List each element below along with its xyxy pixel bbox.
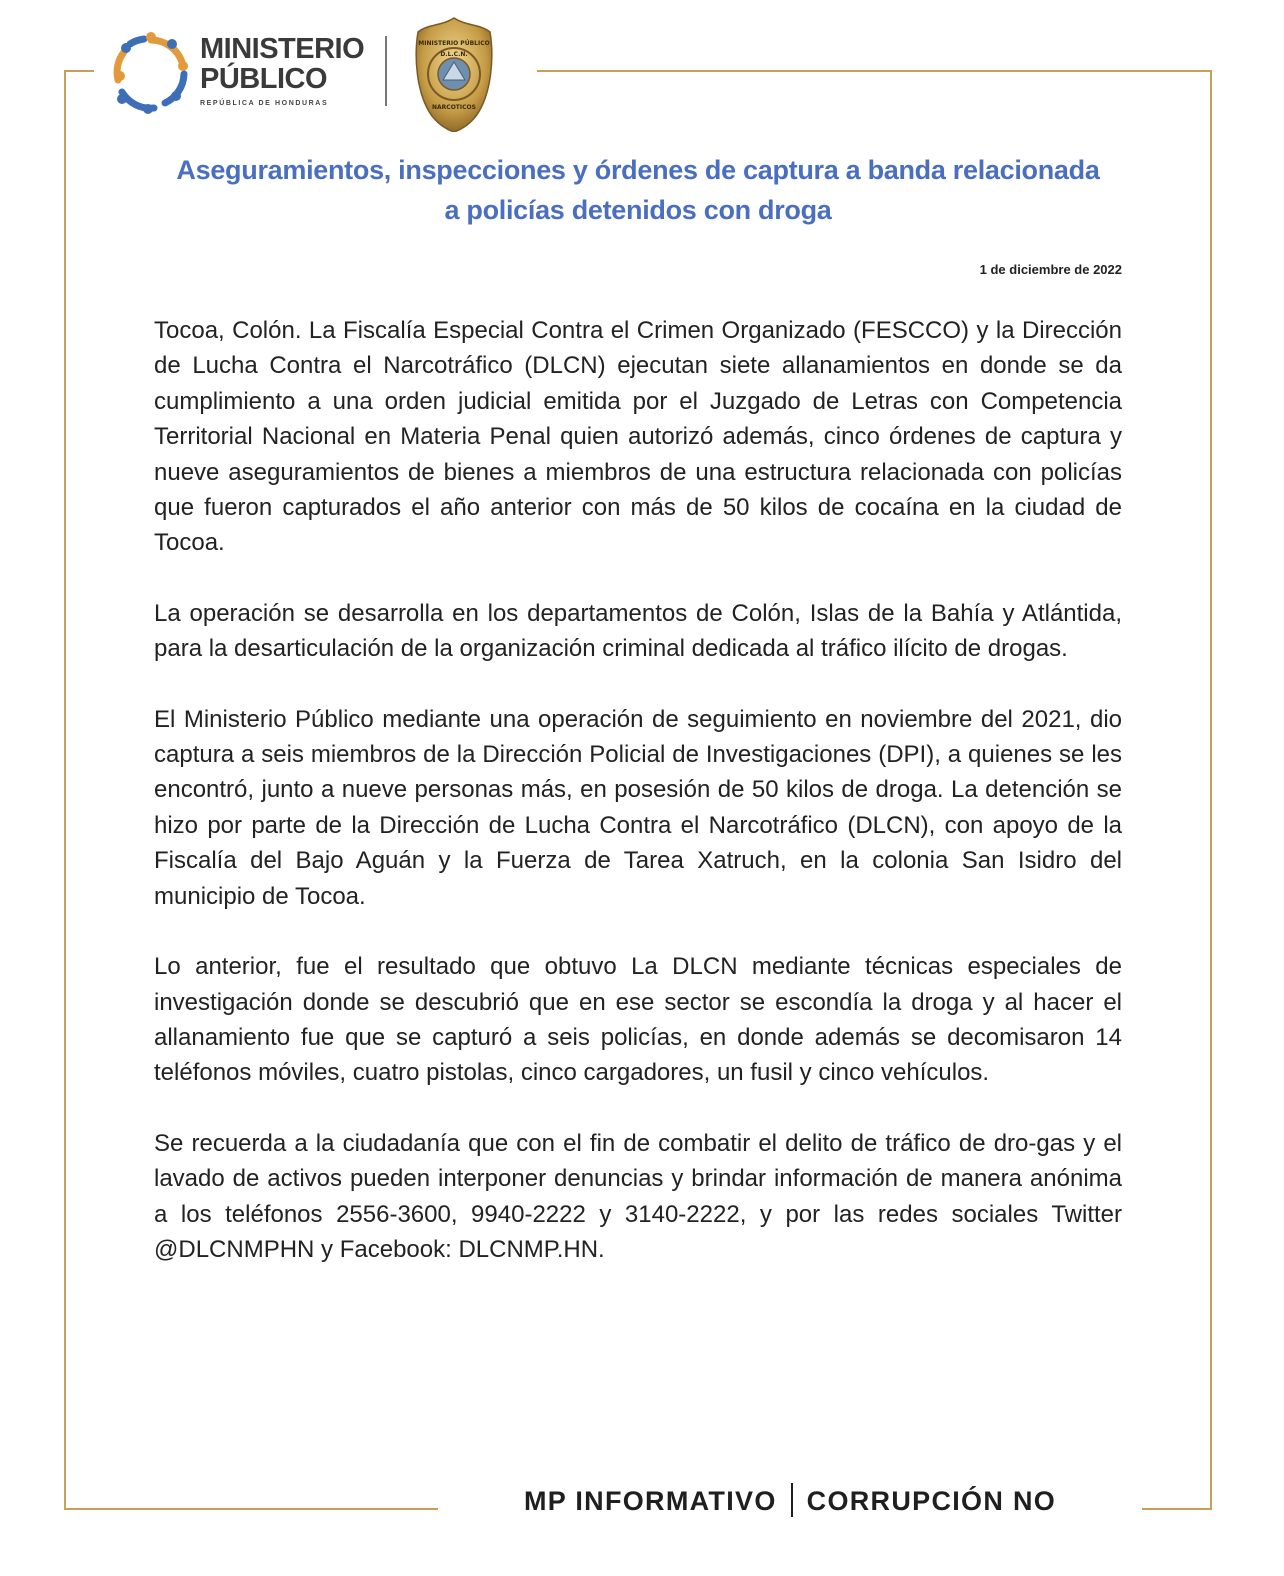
badge-bottom-text: NARCOTICOS [432, 104, 476, 111]
frame-top-left-line [64, 70, 94, 72]
paragraph-3: El Ministerio Público mediante una operación de seguimiento en noviembre del 2021, dio captura a seis miembros de la Dirección Policial de Investigaciones (DPI), a quienes se les encontró, junto a nueve personas más, en posesión de 50 kilos de droga. La detención se hizo por parte de la Dirección de Lucha Contra el Narcotráfico (DLCN), con apoyo de la Fiscalía del Bajo Aguán y la Fuerza de Tarea Xatruch, en la colonia San Isidro del municipio de Tocoa. [154, 705, 1122, 910]
badge-top-text: MINISTERIO PÚBLICO [418, 40, 490, 47]
title-line-2: a policías detenidos con droga [444, 195, 832, 225]
paragraph-1: Tocoa, Colón. La Fiscalía Especial Contra el Crimen Organizado (FESCCO) y la Dirección de Lucha Contra el Narcotráfico (DLCN) ejecutan siete allanamientos en donde se da cumplimiento a una orden judicial emitida por el Juzgado de Letras con Competencia Territorial Nacional en Materia Penal quien autorizó además, cinco órdenes de captura y nueve aseguramientos de bienes a miembros de una estructura relacionada con policías que fueron capturados el año anterior con más de 50 kilos de cocaína en la ciudad de Tocoa. [154, 317, 1122, 557]
page-title [130, 150, 1146, 230]
footer-left-text: MP INFORMATIVO [523, 1486, 777, 1517]
paragraph-2: La operación se desarrolla en los departamentos de Colón, Islas de la Bahía y Atlántida, para la desarticulación de la organización criminal dedicada al tráfico ilícito de drogas. [154, 599, 1122, 663]
frame-bottom-right-line [1142, 1508, 1212, 1510]
paragraph-4: Lo anterior, fue el resultado que obtuvo La DLCN mediante técnicas especiales de investigación donde se descubrió que en ese sector se escondía la droga y al hacer el allanamiento fue que se capturó a seis policías, en donde además se decomisaron 14 teléfonos móviles, cuatro pistolas, cinco cargadores, un fusil y cinco vehículos. [154, 953, 1122, 1087]
article-body [154, 313, 1122, 1302]
paragraph-5: Se recuerda a la ciudadanía que con el fin de combatir el delito de tráfico de dro-gas y el lavado de activos pueden interponer denuncias y brindar información de manera anónima a los teléfonos 2556-3600, 9940-2222 y 3140-2222, y por las redes sociales Twitter @DLCNMPHN y Facebook: DLCNMP.HN. [154, 1129, 1122, 1263]
header-logos [110, 24, 520, 134]
org-name-line2: PÚBLICO [200, 63, 327, 95]
frame-bottom-left-line [64, 1508, 438, 1510]
logo-divider [385, 36, 387, 106]
org-name-line1: MINISTERIO [200, 33, 365, 65]
badge-mid-text: D.L.C.N. [440, 51, 468, 58]
org-subtitle: REPÚBLICA DE HONDURAS [200, 100, 329, 107]
frame-top-right-line [537, 70, 1212, 72]
frame-right-line [1210, 70, 1212, 1510]
footer-slogan [438, 1486, 1142, 1520]
org-name [200, 34, 364, 94]
dlcn-badge-icon [414, 16, 494, 132]
footer-right-text: CORRUPCIÓN NO [806, 1486, 1057, 1517]
ministerio-publico-emblem-icon [110, 32, 192, 114]
publication-date: 1 de diciembre de 2022 [979, 262, 1122, 277]
frame-left-line [64, 70, 66, 1510]
footer-separator [791, 1483, 793, 1517]
title-line-1: Aseguramientos, inspecciones y órdenes de captura a banda relacionada [176, 155, 1100, 185]
